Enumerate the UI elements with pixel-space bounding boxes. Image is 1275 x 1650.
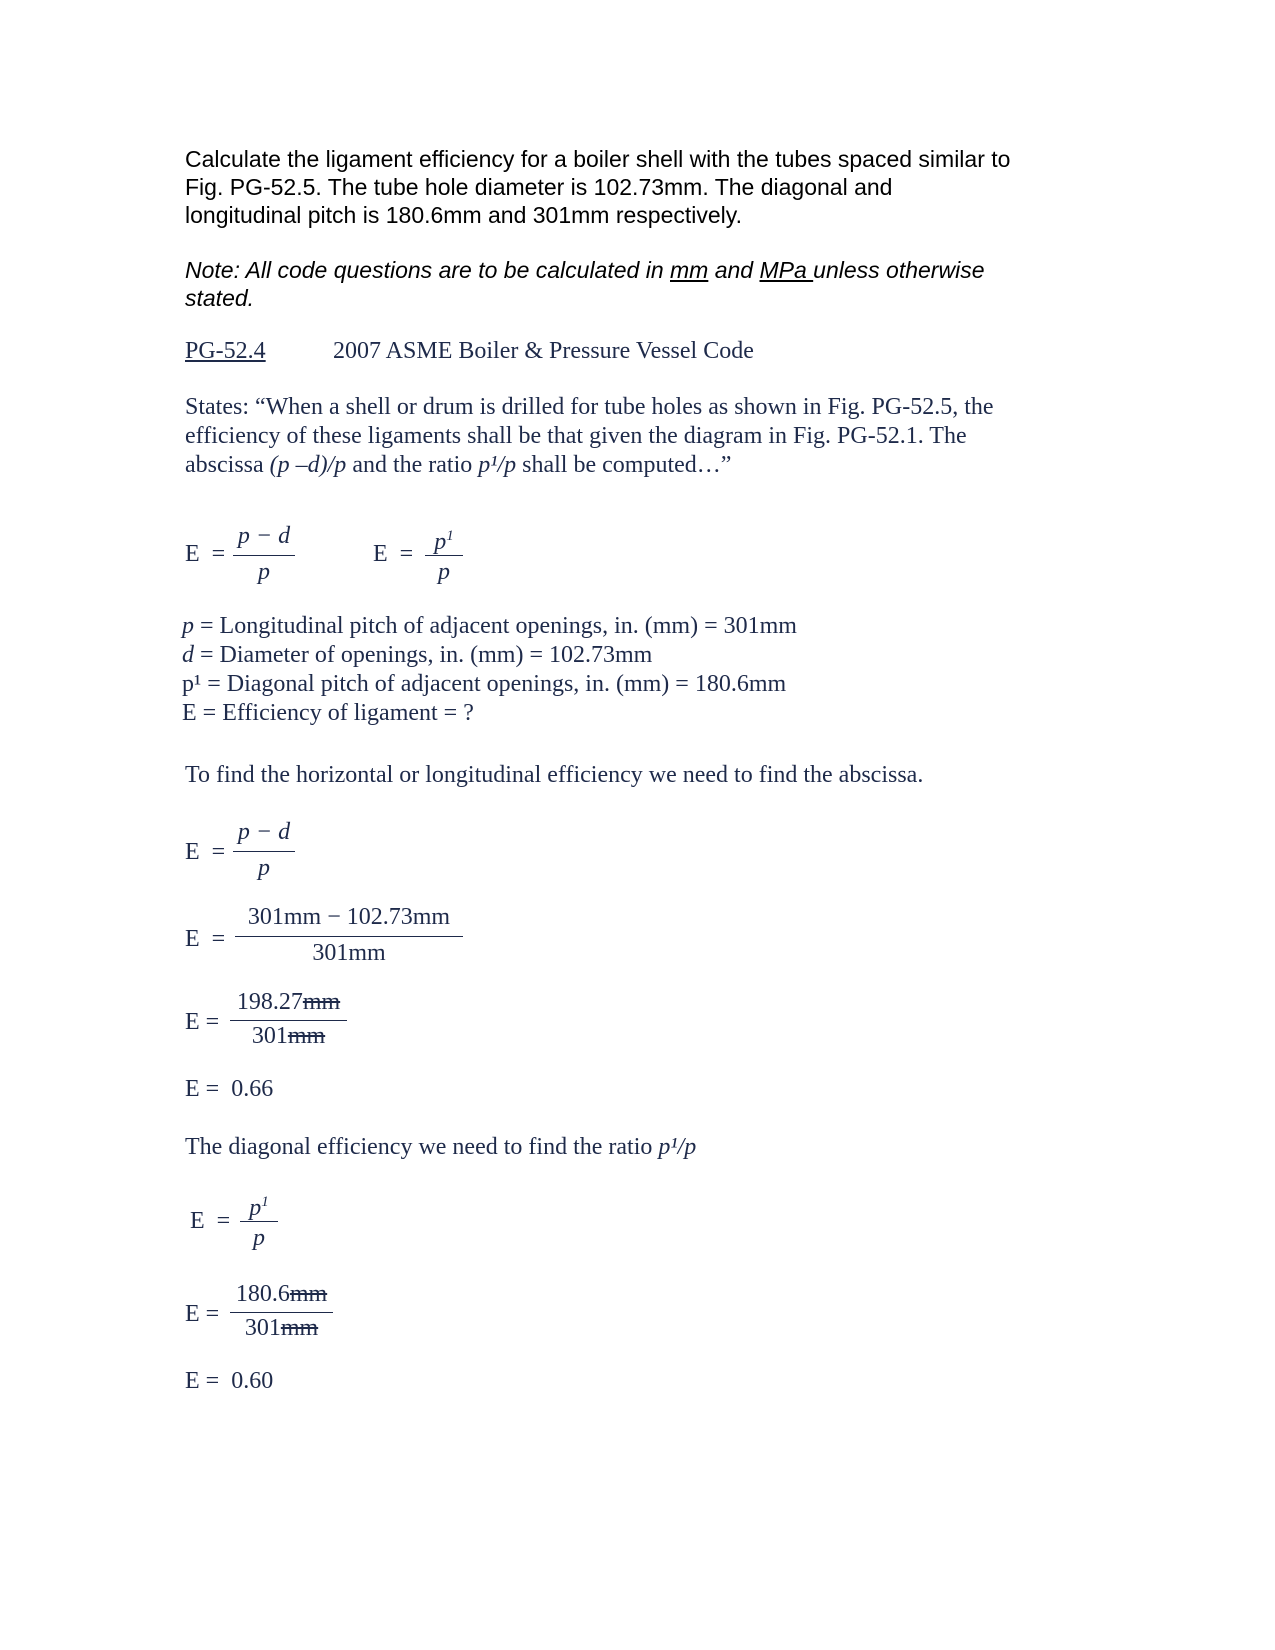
fraction-bar xyxy=(230,1020,347,1021)
question-line: longitudinal pitch is 180.6mm and 301mm respectively. xyxy=(185,202,742,228)
h-step2-fraction xyxy=(235,903,463,967)
d-step1-lhs: E = xyxy=(190,1208,231,1234)
denominator: p xyxy=(258,855,270,881)
states-line: abscissa (p –d)/p and the ratio p¹/p shall be computed…” xyxy=(185,452,732,478)
note-line-2: stated. xyxy=(185,285,255,311)
numerator: p − d xyxy=(237,523,291,549)
diagonal-intro: The diagonal efficiency we need to find the ratio p¹/p xyxy=(185,1134,697,1160)
h-step2-lhs: E = xyxy=(185,926,226,952)
numerator: p − d xyxy=(237,819,291,845)
formula-2-fraction xyxy=(425,522,463,586)
states-line: efficiency of these ligaments shall be that given the diagram in Fig. PG-52.1. The xyxy=(185,423,967,449)
states-paragraph xyxy=(185,393,1105,480)
note-line-1: Note: All code questions are to be calculated in mm and MPa unless otherwise xyxy=(185,257,985,283)
numerator: 180.6mm xyxy=(235,1281,328,1307)
h-step3-fraction xyxy=(230,988,347,1052)
note-text xyxy=(185,256,1105,312)
denominator: p xyxy=(258,559,270,585)
horizontal-result: E = 0.66 xyxy=(185,1076,274,1102)
definitions-list xyxy=(182,612,1082,728)
fraction-bar xyxy=(425,555,463,556)
fraction-bar xyxy=(240,1221,278,1222)
definition-e: E = Efficiency of ligament = ? xyxy=(182,700,474,726)
code-reference: PG-52.4 xyxy=(185,338,266,364)
numerator: 301mm − 102.73mm xyxy=(247,904,451,930)
diagonal-result: E = 0.60 xyxy=(185,1368,274,1394)
question-line: Fig. PG-52.5. The tube hole diameter is 102.73mm. The diagonal and xyxy=(185,174,893,200)
horizontal-intro: To find the horizontal or longitudinal efficiency we need to find the abscissa. xyxy=(185,762,924,788)
reference-line xyxy=(185,337,266,366)
denominator: 301mm xyxy=(244,1315,319,1341)
denominator: p xyxy=(253,1225,265,1251)
fraction-bar xyxy=(233,555,295,556)
d-step2-lhs: E = xyxy=(185,1301,220,1327)
formula-1-fraction xyxy=(233,522,295,586)
formula-2-lhs: E = xyxy=(373,541,414,567)
question-line: Calculate the ligament efficiency for a boiler shell with the tubes spaced similar to xyxy=(185,146,1011,172)
formula-1-lhs: E = xyxy=(185,541,226,567)
d-step1-fraction xyxy=(240,1188,278,1252)
question-text xyxy=(185,145,1105,229)
states-line: States: “When a shell or drum is drilled for tube holes as shown in Fig. PG-52.5, the xyxy=(185,394,994,420)
definition-p1: p¹ = Diagonal pitch of adjacent openings, in. (mm) = 180.6mm xyxy=(182,671,787,697)
denominator: 301mm xyxy=(312,940,386,966)
d-step2-fraction xyxy=(230,1280,333,1344)
h-step1-lhs: E = xyxy=(185,839,226,865)
definition-d: d = Diameter of openings, in. (mm) = 102.73mm xyxy=(182,642,653,668)
denominator: p xyxy=(438,559,450,585)
fraction-bar xyxy=(233,851,295,852)
fraction-bar xyxy=(230,1312,333,1313)
h-step1-fraction xyxy=(233,818,295,882)
numerator: $p^1$ xyxy=(249,1194,269,1221)
reference-title: 2007 ASME Boiler & Pressure Vessel Code xyxy=(333,338,754,364)
fraction-bar xyxy=(235,936,463,937)
h-step3-lhs: E = xyxy=(185,1009,220,1035)
definition-p: p = Longitudinal pitch of adjacent openings, in. (mm) = 301mm xyxy=(182,613,797,639)
numerator: $p^1$ xyxy=(434,528,454,555)
denominator: 301mm xyxy=(251,1023,326,1049)
numerator: 198.27mm xyxy=(236,989,341,1015)
